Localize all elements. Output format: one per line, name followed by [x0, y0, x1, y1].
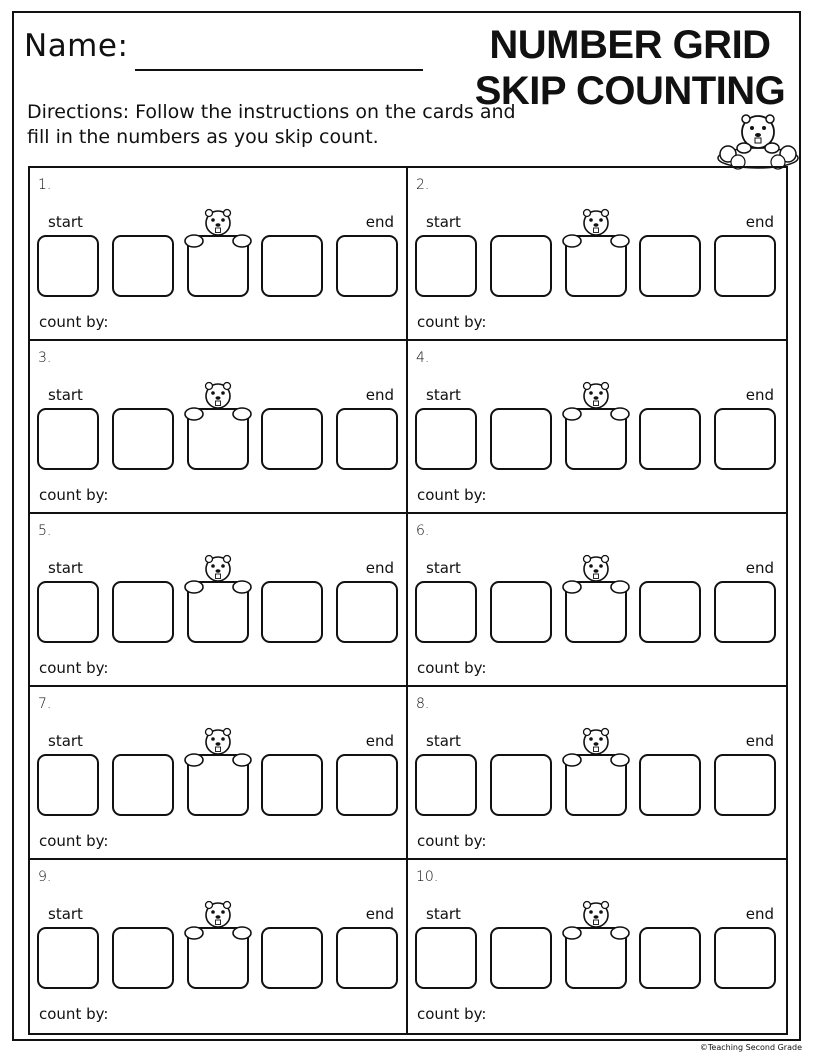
groundhog-in-snow-icon: [716, 108, 800, 170]
count-by-label: count by:: [417, 832, 487, 850]
count-by-label: count by:: [39, 1005, 109, 1023]
start-label: start: [426, 732, 461, 750]
answer-box-4[interactable]: [639, 408, 701, 470]
groundhog-icon: [558, 727, 634, 769]
answer-box-2[interactable]: [490, 581, 552, 643]
card-2: [408, 168, 786, 341]
answer-box-2[interactable]: [490, 754, 552, 816]
copyright-footer: ©Teaching Second Grade: [699, 1043, 802, 1052]
groundhog-icon: [558, 208, 634, 250]
card-5: [30, 514, 408, 687]
answer-box-1[interactable]: [37, 754, 99, 816]
end-label: end: [365, 386, 394, 404]
end-label: end: [745, 905, 774, 923]
card-8: [408, 687, 786, 860]
answer-box-5[interactable]: [714, 581, 776, 643]
count-by-label: count by:: [39, 486, 109, 504]
count-by-label: count by:: [417, 1005, 487, 1023]
start-label: start: [48, 386, 83, 404]
card-3: [30, 341, 408, 514]
card-number: 10.: [416, 869, 439, 885]
end-label: end: [365, 732, 394, 750]
answer-box-1[interactable]: [415, 581, 477, 643]
end-label: end: [745, 386, 774, 404]
name-label: Name:: [24, 28, 129, 64]
answer-box-5[interactable]: [714, 927, 776, 989]
start-label: start: [48, 732, 83, 750]
start-label: start: [48, 905, 83, 923]
answer-box-1[interactable]: [415, 754, 477, 816]
answer-box-5[interactable]: [336, 927, 398, 989]
card-9: [30, 860, 408, 1033]
answer-box-4[interactable]: [639, 927, 701, 989]
groundhog-icon: [180, 381, 256, 423]
answer-box-4[interactable]: [261, 235, 323, 297]
answer-box-2[interactable]: [112, 235, 174, 297]
groundhog-icon: [558, 900, 634, 942]
card-number: 2.: [416, 177, 430, 193]
end-label: end: [365, 905, 394, 923]
end-label: end: [745, 213, 774, 231]
count-by-label: count by:: [417, 486, 487, 504]
count-by-label: count by:: [39, 659, 109, 677]
end-label: end: [745, 732, 774, 750]
answer-box-2[interactable]: [112, 581, 174, 643]
answer-box-5[interactable]: [336, 235, 398, 297]
title-line-2: SKIP COUNTING: [474, 69, 786, 113]
groundhog-icon: [180, 727, 256, 769]
groundhog-icon: [180, 900, 256, 942]
card-number: 3.: [38, 350, 52, 366]
end-label: end: [365, 213, 394, 231]
card-number: 7.: [38, 696, 52, 712]
answer-box-5[interactable]: [336, 754, 398, 816]
answer-box-5[interactable]: [336, 408, 398, 470]
count-by-label: count by:: [39, 832, 109, 850]
answer-box-4[interactable]: [639, 754, 701, 816]
answer-box-5[interactable]: [714, 754, 776, 816]
end-label: end: [745, 559, 774, 577]
card-6: [408, 514, 786, 687]
directions-text: Directions: Follow the instructions on the cards and fill in the numbers as you skip count.: [27, 101, 516, 148]
answer-box-1[interactable]: [415, 235, 477, 297]
answer-box-1[interactable]: [37, 408, 99, 470]
count-by-label: count by:: [417, 659, 487, 677]
card-number: 5.: [38, 523, 52, 539]
card-4: [408, 341, 786, 514]
card-10: [408, 860, 786, 1033]
answer-box-5[interactable]: [714, 408, 776, 470]
card-7: [30, 687, 408, 860]
card-1: [30, 168, 408, 341]
answer-box-2[interactable]: [112, 927, 174, 989]
start-label: start: [426, 905, 461, 923]
card-number: 1.: [38, 177, 52, 193]
answer-box-1[interactable]: [415, 408, 477, 470]
answer-box-4[interactable]: [639, 581, 701, 643]
title-line-1: NUMBER GRID: [489, 23, 771, 67]
answer-box-4[interactable]: [261, 927, 323, 989]
start-label: start: [426, 559, 461, 577]
answer-box-2[interactable]: [112, 754, 174, 816]
end-label: end: [365, 559, 394, 577]
count-by-label: count by:: [39, 313, 109, 331]
answer-box-4[interactable]: [261, 408, 323, 470]
groundhog-icon: [180, 554, 256, 596]
answer-box-2[interactable]: [490, 408, 552, 470]
answer-box-2[interactable]: [490, 235, 552, 297]
answer-box-1[interactable]: [37, 927, 99, 989]
cards-grid: [28, 166, 788, 1035]
groundhog-icon: [558, 554, 634, 596]
answer-box-1[interactable]: [37, 581, 99, 643]
answer-box-2[interactable]: [112, 408, 174, 470]
groundhog-icon: [180, 208, 256, 250]
name-field-line[interactable]: [135, 69, 423, 71]
answer-box-5[interactable]: [714, 235, 776, 297]
answer-box-4[interactable]: [261, 581, 323, 643]
answer-box-4[interactable]: [261, 754, 323, 816]
card-number: 4.: [416, 350, 430, 366]
answer-box-5[interactable]: [336, 581, 398, 643]
start-label: start: [48, 213, 83, 231]
start-label: start: [426, 386, 461, 404]
card-number: 6.: [416, 523, 430, 539]
answer-box-4[interactable]: [639, 235, 701, 297]
groundhog-icon: [558, 381, 634, 423]
answer-box-2[interactable]: [490, 927, 552, 989]
card-number: 9.: [38, 869, 52, 885]
answer-box-1[interactable]: [415, 927, 477, 989]
count-by-label: count by:: [417, 313, 487, 331]
start-label: start: [48, 559, 83, 577]
start-label: start: [426, 213, 461, 231]
card-number: 8.: [416, 696, 430, 712]
answer-box-1[interactable]: [37, 235, 99, 297]
